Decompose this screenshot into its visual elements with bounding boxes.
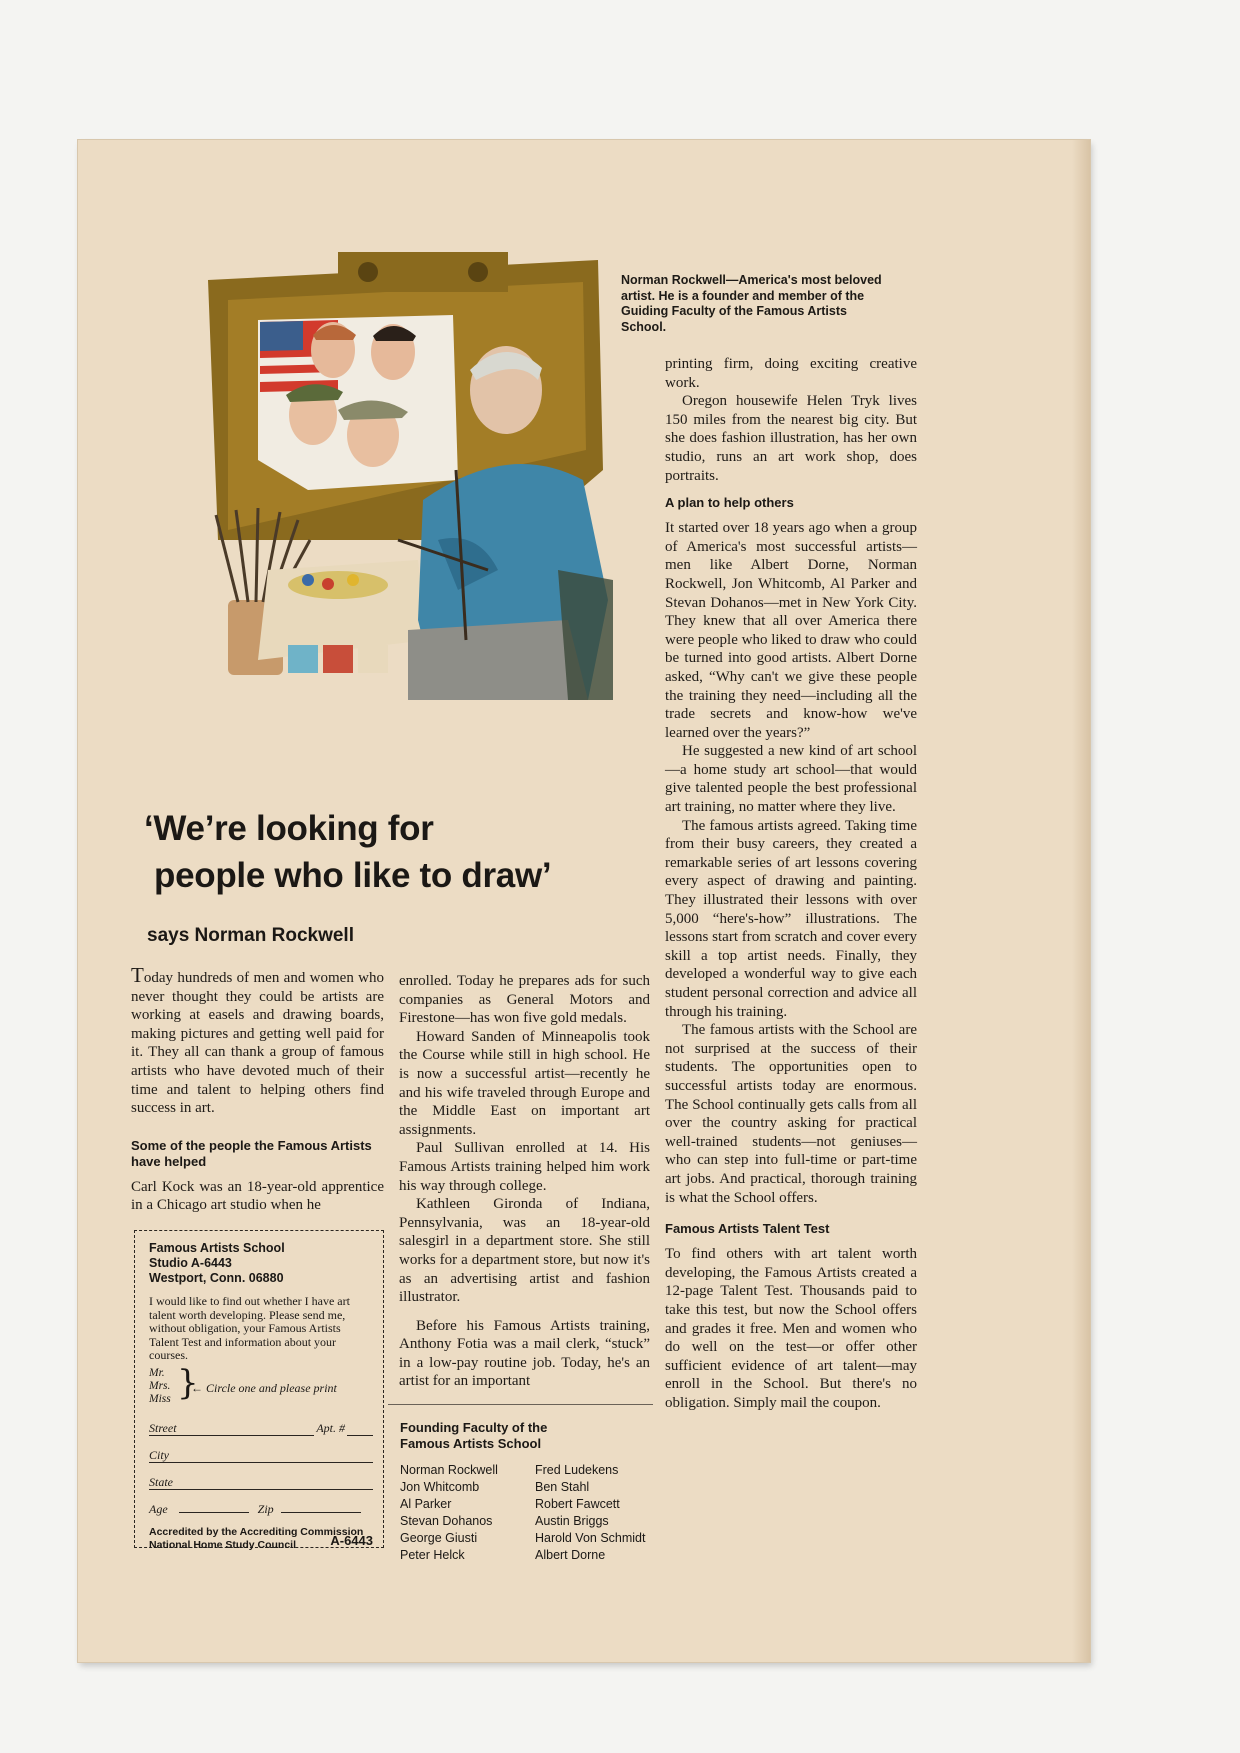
paragraph-talent-test: To find others with art talent worth developing, the Famous Artists created a 12-page Talent Test. Thousands paid to take this test, but now the School offers and grades it free. Men and women who do well on the test—or offer other sufficient evidence of art talent—may enroll in the School. But there's no obligation. Simply mail the coupon. <box>665 1246 917 1411</box>
faculty-member: Al Parker <box>400 1497 452 1511</box>
faculty-member: George Giusti <box>400 1531 478 1545</box>
headline <box>144 805 704 899</box>
page-edge-shadow <box>1072 140 1090 1662</box>
faculty-divider <box>388 1404 653 1405</box>
paragraph-anthony-fotia: Before his Famous Artists training, Anthony Fotia was a mail clerk, “stuck” in a low-pay routine job. Today, he's an artist for an important <box>399 1317 650 1390</box>
brace-glyph: } <box>177 1363 199 1403</box>
coupon-message: I would like to find out whether I have art talent worth developing. Please send me, without obligation, your Famous Artists Talent Test and information about your courses. <box>149 1294 350 1362</box>
paragraph-opportunities: The famous artists with the School are not surprised at the success of their students. The opportunities open to successful artists today are enormous. The School continually gets calls from all over the country asking for practical well-trained students—not geniuses—who can step into full-time or part-time art jobs. And practical, thorough training is what the School offers. <box>665 1022 917 1206</box>
circle-instruction: ← Circle one and please print <box>191 1381 337 1395</box>
section-heading-people-helped: Some of the people the Famous Artists have helped <box>131 1137 372 1169</box>
age-zip-field[interactable]: Age Zip <box>149 1502 373 1516</box>
faculty-member: Austin Briggs <box>535 1514 609 1528</box>
state-field[interactable]: State <box>149 1475 373 1490</box>
headline-line-1: ‘We’re looking for <box>144 809 434 848</box>
paragraph-kathleen-gironda: Kathleen Gironda of Indiana, Pennsylvania, was an 18-year-old salesgirl in a department store. She still works for a department store, but now it's as an advertising artist and fashion illustrator. <box>399 1196 650 1306</box>
column-2 <box>399 972 650 1391</box>
illustration-caption: Norman Rockwell—America's most beloved artist. He is a founder and member of the Guiding Faculty of the Famous Artists School. <box>621 273 882 334</box>
headline-line-2: people who like to draw’ <box>154 856 552 895</box>
column-1 <box>131 963 384 1215</box>
street-field[interactable]: Street Apt. # <box>149 1421 373 1436</box>
rockwell-illustration <box>188 240 618 710</box>
apt-field-label: Apt. # <box>316 1421 345 1435</box>
faculty-member: Fred Ludekens <box>535 1463 619 1477</box>
faculty-member: Stevan Dohanos <box>400 1514 493 1528</box>
section-heading-plan: A plan to help others <box>665 495 794 511</box>
paragraph-origin: It started over 18 years ago when a group of America's most successful artists—men like Albert Dorne, Norman Rockwell, Jon Whitcomb, Al Parker and Stevan Dohanos—met in New York City. They knew that all over America there were people who liked to draw who could be turned into good artists. Albert Dorne asked, “Why can't we give these people the training they need—including all the trade secrets and know-how we've learned over the years?” <box>665 520 918 741</box>
faculty-member: Robert Fawcett <box>535 1497 620 1511</box>
paragraph-carl-kock-cont: enrolled. Today he prepares ads for such companies as General Motors and Firestone—has won five gold medals. <box>399 973 650 1027</box>
faculty-member: Norman Rockwell <box>400 1463 498 1477</box>
city-field[interactable]: City <box>149 1448 373 1463</box>
faculty-member: Jon Whitcomb <box>400 1480 480 1494</box>
paragraph-helen-tryk: Oregon housewife Helen Tryk lives 150 miles from the nearest big city. But she does fashion illustration, has her own studio, runs an art work shop, does portraits. <box>665 393 917 484</box>
magazine-page <box>78 140 1090 1662</box>
intro-paragraph: Today hundreds of men and women who never thought they could be artists are working at easels and drawing boards, making pictures and getting well paid for it. They all can thank a group of famous artists who have devoted much of their time and talent to helping others find success in art. <box>131 963 384 1117</box>
paragraph-lessons: The famous artists agreed. Taking time from their busy careers, they created a remarkable series of art lessons covering every aspect of drawing and painting. They illustrated their lessons with over 5,000 “here's-how” illustrations. The lessons start from scratch and cover every skill a top artist needs. Finally, they developed a wonderful way to give each student personal correction and advice all through his training. <box>665 817 917 1020</box>
faculty-title: Founding Faculty of the Famous Artists School <box>400 1420 548 1451</box>
faculty-member: Peter Helck <box>400 1548 465 1562</box>
paragraph-carl-kock: Carl Kock was an 18-year-old apprentice in a Chicago art studio when he <box>131 1178 384 1214</box>
salutation-options[interactable]: Mr. Mrs. Miss <box>149 1367 171 1405</box>
paragraph-howard-sanden: Howard Sanden of Minneapolis took the Course while still in high school. He is now a successful artist—recently he and his wife traveled through Europe and the Middle East on important art assignments. <box>399 1028 650 1138</box>
paragraph-home-study: He suggested a new kind of art school—a home study art school—that would give talented people the best professional art training, no matter where they live. <box>665 743 917 816</box>
section-heading-talent-test: Famous Artists Talent Test <box>665 1221 830 1237</box>
faculty-list-left <box>400 1462 498 1564</box>
faculty-member: Harold Von Schmidt <box>535 1531 646 1545</box>
mail-coupon[interactable] <box>134 1230 384 1551</box>
faculty-list-right <box>535 1462 645 1564</box>
subheadline: says Norman Rockwell <box>147 925 354 946</box>
coupon-code: A-6443 <box>330 1533 373 1548</box>
faculty-member: Albert Dorne <box>535 1548 606 1562</box>
paragraph-printing-firm: printing firm, doing exciting creative work. <box>665 356 917 391</box>
column-3 <box>665 355 917 1412</box>
coupon-address: Famous Artists School Studio A-6443 Westport, Conn. 06880 <box>149 1241 285 1285</box>
faculty-member: Ben Stahl <box>535 1480 590 1494</box>
paragraph-paul-sullivan: Paul Sullivan enrolled at 14. His Famous Artists training helped him work his way through college. <box>399 1140 650 1194</box>
accreditation-note: Accredited by the Accrediting Commission National Home Study Council <box>149 1526 364 1551</box>
